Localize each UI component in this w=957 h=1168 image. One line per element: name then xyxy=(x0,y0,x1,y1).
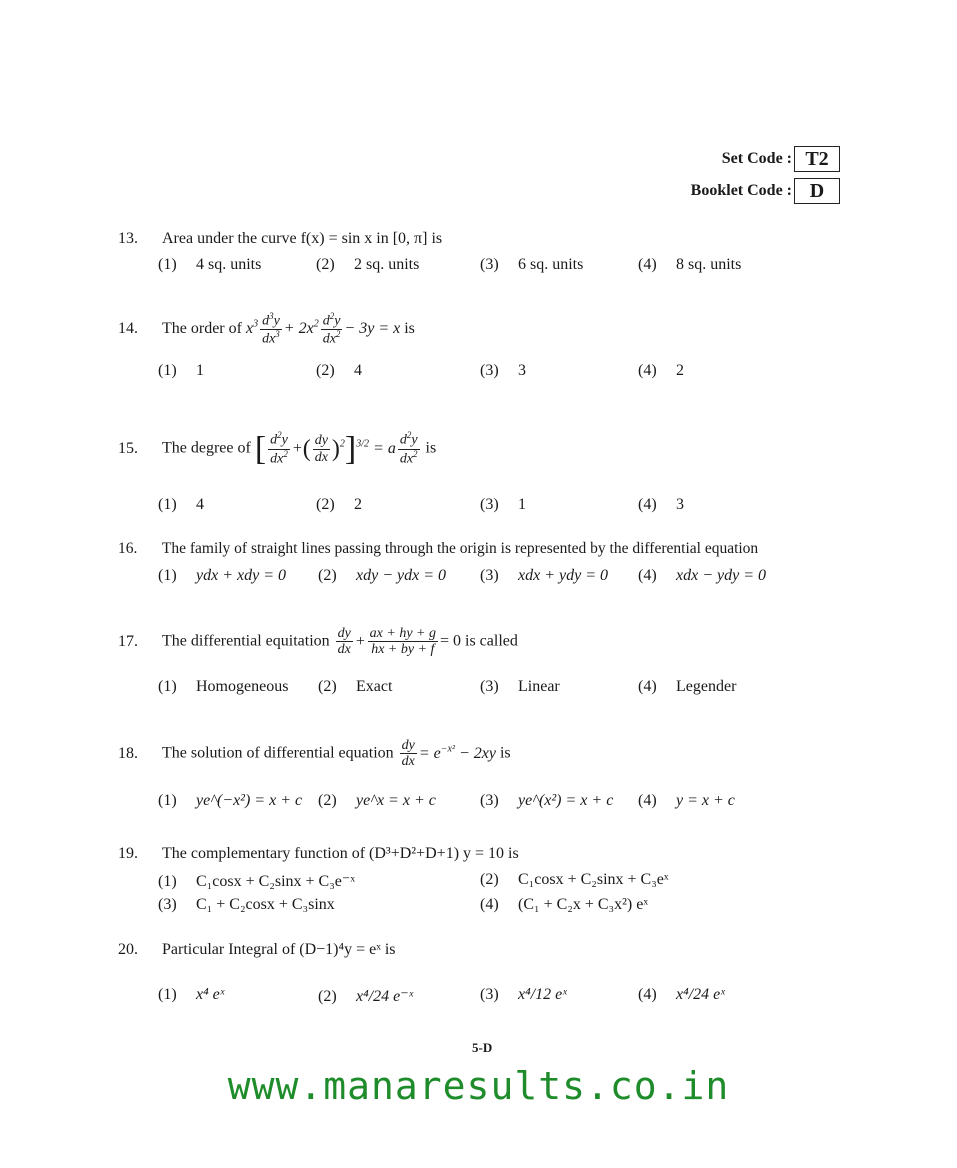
equation: [ $\frac{d^2y}{dx^2}$ +( $\frac{dy}{dx}$ )$^2$]$^{3/2}$ = a $\frac{d^2y}{dx^2}$ xyxy=(254,430,418,467)
option-text: xdx − ydy = 0 xyxy=(676,567,766,584)
option-text: Legender xyxy=(676,678,737,695)
option-label: (2) xyxy=(316,362,335,379)
option-text: 4 xyxy=(354,362,362,379)
option-text: x⁴/24 eˣ xyxy=(676,986,725,1003)
question-text: The complementary function of (D³+D²+D+1) y = 10 is xyxy=(162,845,519,862)
option-label: (1) xyxy=(158,256,177,273)
question-13 xyxy=(118,230,442,248)
option-text: Linear xyxy=(518,678,560,695)
question-17 xyxy=(118,626,518,658)
option-label: (3) xyxy=(480,986,499,1003)
option-label: (1) xyxy=(158,362,177,379)
question-number: 17. xyxy=(118,632,138,650)
booklet-code-row xyxy=(691,178,840,204)
option-text: Homogeneous xyxy=(196,678,289,695)
booklet-code-label: Booklet Code : xyxy=(690,182,792,199)
equation: $x^3$ $\frac{d^3y}{dx^3}$ + $2x^2$ $\frac{d^2y}{dx^2}$ − 3y = x xyxy=(245,311,401,347)
code-block xyxy=(691,146,840,210)
option-text: 3 xyxy=(676,496,684,513)
option-label: (4) xyxy=(638,678,657,695)
question-19 xyxy=(118,845,519,863)
page-number: 5-D xyxy=(472,1040,493,1055)
option-text: ydx + xdy = 0 xyxy=(196,567,286,584)
option-text: 2 xyxy=(354,496,362,513)
question-15 xyxy=(118,430,436,468)
option-text: 1 xyxy=(196,362,204,379)
option-text: xdy − ydx = 0 xyxy=(356,567,446,584)
question-number: 18. xyxy=(118,744,138,762)
option-text: xdx + ydy = 0 xyxy=(518,567,608,584)
question-16 xyxy=(118,540,758,558)
option-text: 6 sq. units xyxy=(518,256,584,273)
option-label: (2) xyxy=(318,678,337,695)
question-text xyxy=(162,312,415,347)
option-text: 2 sq. units xyxy=(354,256,420,273)
question-text: Area under the curve f(x) = sin x in [0, π] is xyxy=(162,230,443,247)
question-text-pre: The order of xyxy=(162,320,242,338)
option-text: C₁cosx + C₂sinx + C₃e⁻ˣ xyxy=(196,873,355,890)
question-text: Particular Integral of (D−1)⁴y = eˣ is xyxy=(162,941,396,958)
option-label: (4) xyxy=(638,567,657,584)
option-text: x⁴ eˣ xyxy=(196,986,225,1003)
option-label: (4) xyxy=(638,792,657,809)
option-label: (3) xyxy=(480,567,499,584)
option-text: 4 sq. units xyxy=(196,256,262,273)
option-text: Exact xyxy=(356,678,393,695)
question-number: 20. xyxy=(118,941,138,958)
option-label: (4) xyxy=(638,986,657,1003)
question-number: 19. xyxy=(118,845,138,862)
set-code-label: Set Code : xyxy=(721,150,792,167)
set-code-value: T2 xyxy=(794,146,840,172)
question-18 xyxy=(118,738,511,770)
question-text-pre: The solution of differential equation xyxy=(162,744,394,762)
question-text-post: is xyxy=(499,744,511,762)
set-code-row xyxy=(691,146,840,172)
option-label: (2) xyxy=(318,567,337,584)
question-text xyxy=(162,626,518,658)
option-text: C₁cosx + C₂sinx + C₃eˣ xyxy=(518,871,669,888)
option-label: (4) xyxy=(638,256,657,273)
question-text-post: is xyxy=(404,320,415,338)
option-label: (3) xyxy=(480,256,499,273)
option-text: x⁴/12 eˣ xyxy=(518,986,567,1003)
equation: $\frac{dy}{dx}$ + $\frac{ax + hy + g}{hx + by + f}$ xyxy=(337,626,436,658)
option-label: (3) xyxy=(480,496,499,513)
option-text: 1 xyxy=(518,496,526,513)
question-14 xyxy=(118,312,415,347)
option-text: C₁ + C₂cosx + C₃sinx xyxy=(196,896,335,913)
option-label: (1) xyxy=(158,873,177,890)
equation: $\frac{dy}{dx}$ = $e^{-x^2} - 2xy$ xyxy=(401,738,496,770)
option-label: (4) xyxy=(638,362,657,379)
option-label: (1) xyxy=(158,678,177,695)
question-text-post: is xyxy=(425,439,437,457)
option-text: 8 sq. units xyxy=(676,256,742,273)
option-text: 3 xyxy=(518,362,526,379)
option-text: ye^(−x²) = x + c xyxy=(196,792,303,809)
option-label: (3) xyxy=(158,896,177,913)
option-label: (3) xyxy=(480,792,499,809)
question-text-pre: The differential equitation xyxy=(162,632,330,650)
option-label: (4) xyxy=(480,896,499,913)
option-text: x⁴/24 e⁻ˣ xyxy=(356,988,414,1005)
question-text-pre: The degree of xyxy=(162,439,251,457)
option-label: (1) xyxy=(158,567,177,584)
question-number: 13. xyxy=(118,230,138,247)
option-label: (1) xyxy=(158,792,177,809)
question-text xyxy=(162,738,511,770)
option-label: (2) xyxy=(316,496,335,513)
option-text: 4 xyxy=(196,496,204,513)
option-label: (3) xyxy=(480,362,499,379)
question-number: 14. xyxy=(118,320,138,338)
option-label: (2) xyxy=(480,871,499,888)
option-label: (3) xyxy=(480,678,499,695)
watermark-url: www.manaresults.co.in xyxy=(227,1064,730,1108)
question-text xyxy=(162,430,436,468)
option-text: ye^x = x + c xyxy=(356,792,436,809)
question-number: 16. xyxy=(118,540,138,557)
option-text: 2 xyxy=(676,362,684,379)
option-text: (C₁ + C₂x + C₃x²) eˣ xyxy=(518,896,648,913)
question-text: The family of straight lines passing through the origin is represented by the differential equation xyxy=(161,540,759,557)
booklet-code-value: D xyxy=(794,178,840,204)
option-label: (1) xyxy=(158,986,177,1003)
option-label: (4) xyxy=(638,496,657,513)
option-label: (1) xyxy=(158,496,177,513)
option-label: (2) xyxy=(318,792,337,809)
option-text: y = x + c xyxy=(676,792,735,809)
question-text-post: = 0 is called xyxy=(439,632,518,650)
question-number: 15. xyxy=(118,439,138,457)
option-label: (2) xyxy=(316,256,335,273)
question-20 xyxy=(118,941,396,959)
option-label: (2) xyxy=(318,988,337,1005)
option-text: ye^(x²) = x + c xyxy=(518,792,614,809)
